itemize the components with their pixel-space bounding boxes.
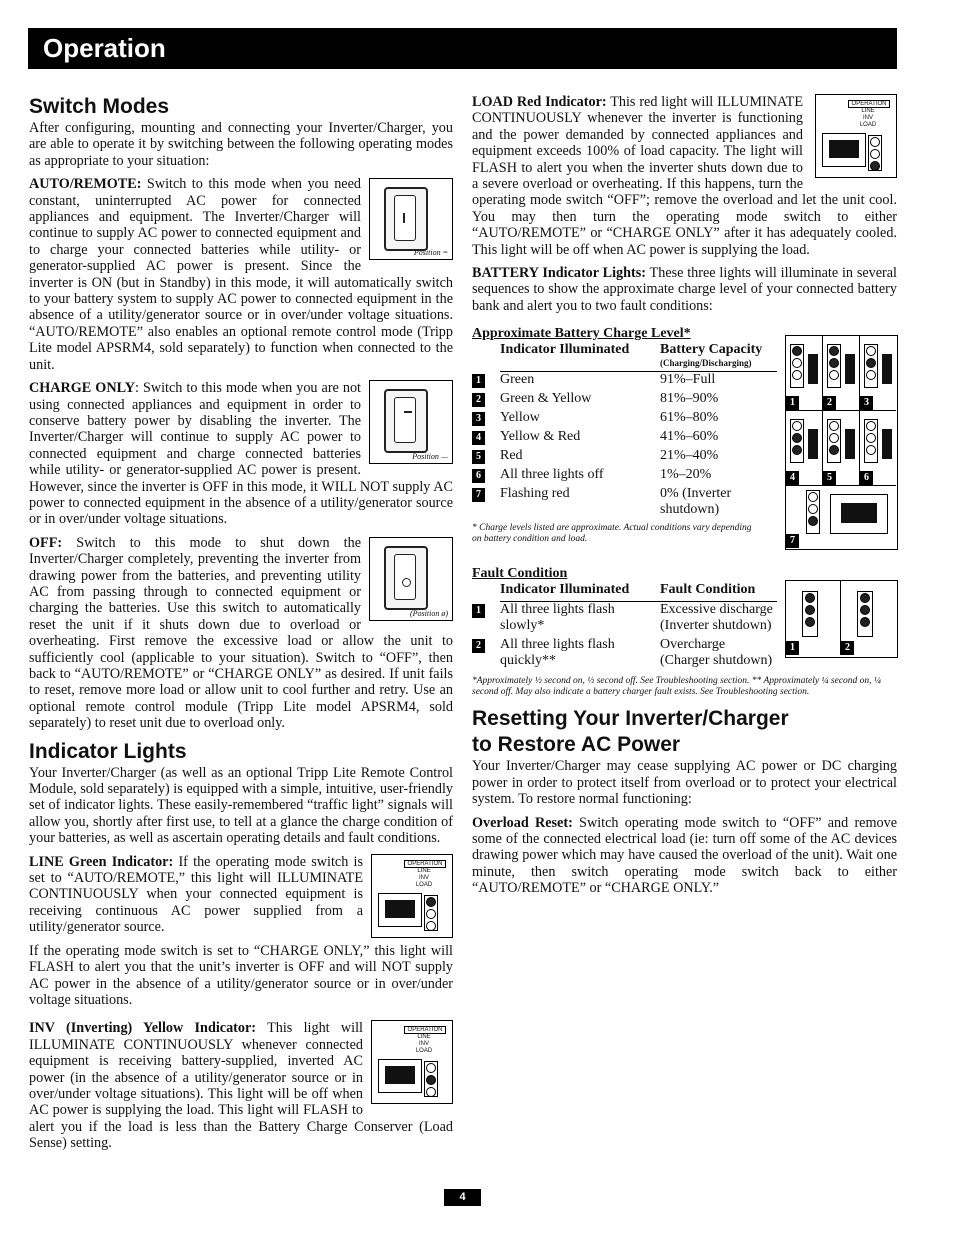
battery-table-block	[472, 342, 897, 556]
battery-level-diagram	[786, 411, 823, 486]
indicator-lights-heading: Indicator Lights	[29, 739, 187, 763]
battery-level-diagram	[860, 411, 896, 486]
fault-diagram-1-number: 1	[786, 641, 799, 655]
switch-modes-heading: Switch Modes	[29, 95, 170, 118]
battery-diagram-number: 7	[786, 534, 799, 548]
battery-diagram-number: 3	[860, 396, 873, 410]
battery-col-indicator: Indicator Illuminated	[500, 342, 660, 372]
fault-row	[472, 637, 777, 672]
battery-diagram-number: 6	[860, 471, 873, 485]
fault-diagram-1	[786, 581, 841, 655]
fault-note: *Approximately ½ second on, ½ second off. See Troubleshooting section. ** Approximately ¼ second on, ¼ second off. May also indicate a battery charger fault exists. See Troubleshooting section.	[472, 676, 882, 698]
fault-row-indicator: All three lights flash slowly*	[500, 602, 615, 634]
line-indicator-paragraph: LINE Green Indicator: If the operating mode switch is set to “AUTO/REMOTE,” this light will ILLUMINATE CONTINUOUSLY when your connected equipment is receiving continuous AC power supplied from a utility/generator source.	[29, 853, 363, 936]
switch-auto-figure	[369, 178, 453, 260]
battery-row-number: 5	[472, 450, 485, 464]
switch-off-figure	[369, 537, 453, 621]
battery-diagram-number: 2	[823, 396, 836, 410]
battery-row-number: 2	[472, 393, 485, 407]
fault-row-number: 2	[472, 639, 485, 653]
battery-row-capacity: 61%–80%	[660, 410, 719, 426]
resetting-intro: Your Inverter/Charger may cease supplying AC power or DC charging power in order to protect itself from overload or to protect your electrical system. To restore normal functioning:	[472, 758, 897, 808]
battery-row-capacity: 91%–Full	[660, 372, 716, 388]
switch-auto-caption: Position =	[413, 248, 448, 258]
battery-row-capacity: 1%–20%	[660, 467, 712, 483]
line-indicator-paragraph-2: If the operating mode switch is set to “CHARGE ONLY,” this light will FLASH to alert you that the unit’s inverter is OFF and will NOT supply AC power in the absence of a utility/generator source or in over/under voltage situations.	[29, 942, 453, 1008]
battery-note: * Charge levels listed are approximate. Actual conditions vary depending on battery condition and load.	[472, 523, 752, 545]
load-indicator-figure: OPERATION LINE INV LOAD	[815, 94, 897, 178]
battery-indicator-paragraph: BATTERY Indicator Lights: These three lights will illuminate in several sequences to show the approximate charge level of your connected battery bank and alert you to two fault conditions:	[472, 265, 897, 314]
fault-condition-table	[472, 582, 777, 672]
battery-diagram-number: 5	[823, 471, 836, 485]
switch-charge-figure	[369, 380, 453, 464]
battery-row-capacity: 0% (Inverter shutdown)	[660, 486, 732, 518]
inv-indicator-figure: OPERATION LINE INV LOAD	[371, 1020, 453, 1104]
inv-indicator-paragraph: INV (Inverting) Yellow Indicator: This light will ILLUMINATE CONTINUOUSLY whenever connected equipment is receiving battery-supplied, inverted AC power (in the absence of a utility/generator source or in over/under voltage situations). This light will be off when AC power is supplying the load. This light will FLASH to alert you if the load is less than the Battery Charge Conserver (Load Sense) setting.	[29, 1020, 453, 1152]
battery-row-number: 1	[472, 374, 485, 388]
battery-row	[472, 448, 777, 467]
fault-diagram-2	[841, 581, 896, 655]
fault-row-condition: Excessive discharge (Inverter shutdown)	[660, 602, 773, 634]
charge-only-paragraph: CHARGE ONLY: Switch to this mode when you are not using connected appliances and equipment in order to conserve battery power by disabling the inverter. The Inverter/Charger will continue to supply AC power to connected equipment and charge connected batteries while utility- or generator-supplied AC power is present. However, since the inverter is OFF in this mode, it WILL NOT supply AC power to connected equipment in the absence of a utility/generator source or in over/under voltage situations.	[29, 380, 453, 528]
battery-row-number: 3	[472, 412, 485, 426]
battery-row-indicator: All three lights off	[500, 467, 604, 483]
battery-row	[472, 486, 777, 521]
overload-reset-paragraph: Overload Reset: Switch operating mode switch to “OFF” and remove some of the connected electrical load (ie: turn off some of the AC devices drawing power which may have caused the overload of the unit). Wait one minute, then switch operating mode switch back to either “AUTO/REMOTE” or “CHARGE ONLY.”	[472, 814, 898, 897]
battery-row	[472, 410, 777, 429]
battery-level-diagram	[823, 336, 860, 411]
battery-row-number: 6	[472, 469, 485, 483]
battery-row-number: 4	[472, 431, 485, 445]
battery-table-title: Approximate Battery Charge Level*	[472, 326, 691, 342]
battery-col-capacity: Battery Capacity (Charging/Discharging)	[660, 342, 777, 372]
battery-level-diagram	[786, 486, 896, 548]
battery-level-diagram	[860, 336, 896, 411]
battery-row-capacity: 81%–90%	[660, 391, 719, 407]
page-header-banner	[28, 28, 897, 69]
right-column	[472, 94, 897, 904]
battery-row	[472, 429, 777, 448]
fault-row-indicator: All three lights flash quickly**	[500, 637, 615, 669]
battery-row	[472, 372, 777, 392]
battery-diagram-number: 1	[786, 396, 799, 410]
fault-row-condition: Overcharge (Charger shutdown)	[660, 637, 773, 669]
battery-level-diagram	[786, 336, 823, 411]
battery-charge-table	[472, 342, 777, 521]
left-column	[29, 94, 453, 1159]
page-number: 4	[444, 1189, 481, 1206]
fault-col-indicator: Indicator Illuminated	[500, 582, 660, 602]
line-indicator-figure: OPERATION LINE INV LOAD	[371, 854, 453, 938]
fault-diagram-2-number: 2	[841, 641, 854, 655]
battery-row-indicator: Green	[500, 372, 535, 388]
battery-row-indicator: Red	[500, 448, 523, 464]
battery-row-number: 7	[472, 488, 485, 502]
switch-charge-caption: Position —	[412, 452, 448, 462]
battery-row-indicator: Green & Yellow	[500, 391, 592, 407]
fault-col-condition: Fault Condition	[660, 582, 777, 602]
indicator-lights-intro: Your Inverter/Charger (as well as an optional Tripp Lite Remote Control Module, sold separately) is equipped with a simple, intuitive, user-friendly set of indicator lights. These easily-remembered “traffic light” signals will allow you, shortly after first use, to tell at a glance the charge condition of your batteries, as well as ascertain operating details and fault conditions.	[29, 764, 453, 847]
load-indicator-paragraph: LOAD Red Indicator: This red light will ILLUMINATE CONTINUOUSLY whenever the inverter is functioning and the power demanded by connected appliances and equipment exceeds 100% of load capacity. The light will FLASH to alert you when the inverter shuts down due to a severe overload or overheating. If this happens, turn the operating mode switch “OFF”; remove the overload and let the unit cool. You may then turn the operating mode switch to either “AUTO/REMOTE” or “CHARGE ONLY” after it has adequately cooled. This light will be off when AC power is supplying the load.	[472, 94, 897, 258]
battery-level-diagram	[823, 411, 860, 486]
fault-table-title: Fault Condition	[472, 566, 568, 582]
switch-off-caption: (Position ø)	[410, 608, 448, 618]
battery-row	[472, 391, 777, 410]
battery-row-capacity: 21%–40%	[660, 448, 719, 464]
auto-remote-paragraph: AUTO/REMOTE: Switch to this mode when you need constant, uninterrupted AC power for connected appliances and equipment. The Inverter/Charger will continue to supply AC power to connected equipment and to charge your connected batteries while utility- or generator-supplied AC power is present. Since the inverter is ON (but in Standby) in this mode, it will automatically switch to your battery system to supply AC power to connected equipment in the absence of a utility/generator source or in over/under voltage situations. “AUTO/REMOTE” also enables an optional remote control mode (Tripp Lite model APSRM4, sold separately) to function when connected to the unit.	[29, 176, 453, 373]
fault-diagrams	[785, 580, 898, 658]
battery-row-capacity: 41%–60%	[660, 429, 719, 445]
fault-row	[472, 602, 777, 638]
fault-row-number: 1	[472, 604, 485, 618]
battery-row-indicator: Yellow & Red	[500, 429, 581, 445]
page-title: Operation	[43, 33, 166, 63]
battery-row	[472, 467, 777, 486]
battery-level-diagrams	[785, 335, 898, 550]
battery-diagram-number: 4	[786, 471, 799, 485]
resetting-heading: Resetting Your Inverter/Charger to Restore AC Power	[472, 707, 789, 757]
switch-modes-intro: After configuring, mounting and connecting your Inverter/Charger, you are able to operate it by switching between the following operating modes as appropriate to your situation:	[29, 120, 453, 169]
battery-row-indicator: Flashing red	[500, 486, 570, 502]
battery-row-indicator: Yellow	[500, 410, 540, 426]
off-paragraph: OFF: Switch to this mode to shut down the Inverter/Charger completely, preventing the inverter from drawing power from the batteries, and preventing utility AC from passing through to connected equipment or charging the batteries. Use this switch to automatically reset the unit if it shuts down due to overload or overheating. First remove the excessive load or allow the unit to sufficiently cool (applicable to your situation). Switch to “OFF”, then back to “AUTO/REMOTE” or “CHARGE ONLY” as desired. If unit fails to reset, remove more load or allow unit to cool further and retry. Use an optional remote control module (Tripp Lite model APSRM4, sold separately) to reset unit due to overload only.	[29, 534, 453, 732]
fault-table-block	[472, 582, 897, 678]
